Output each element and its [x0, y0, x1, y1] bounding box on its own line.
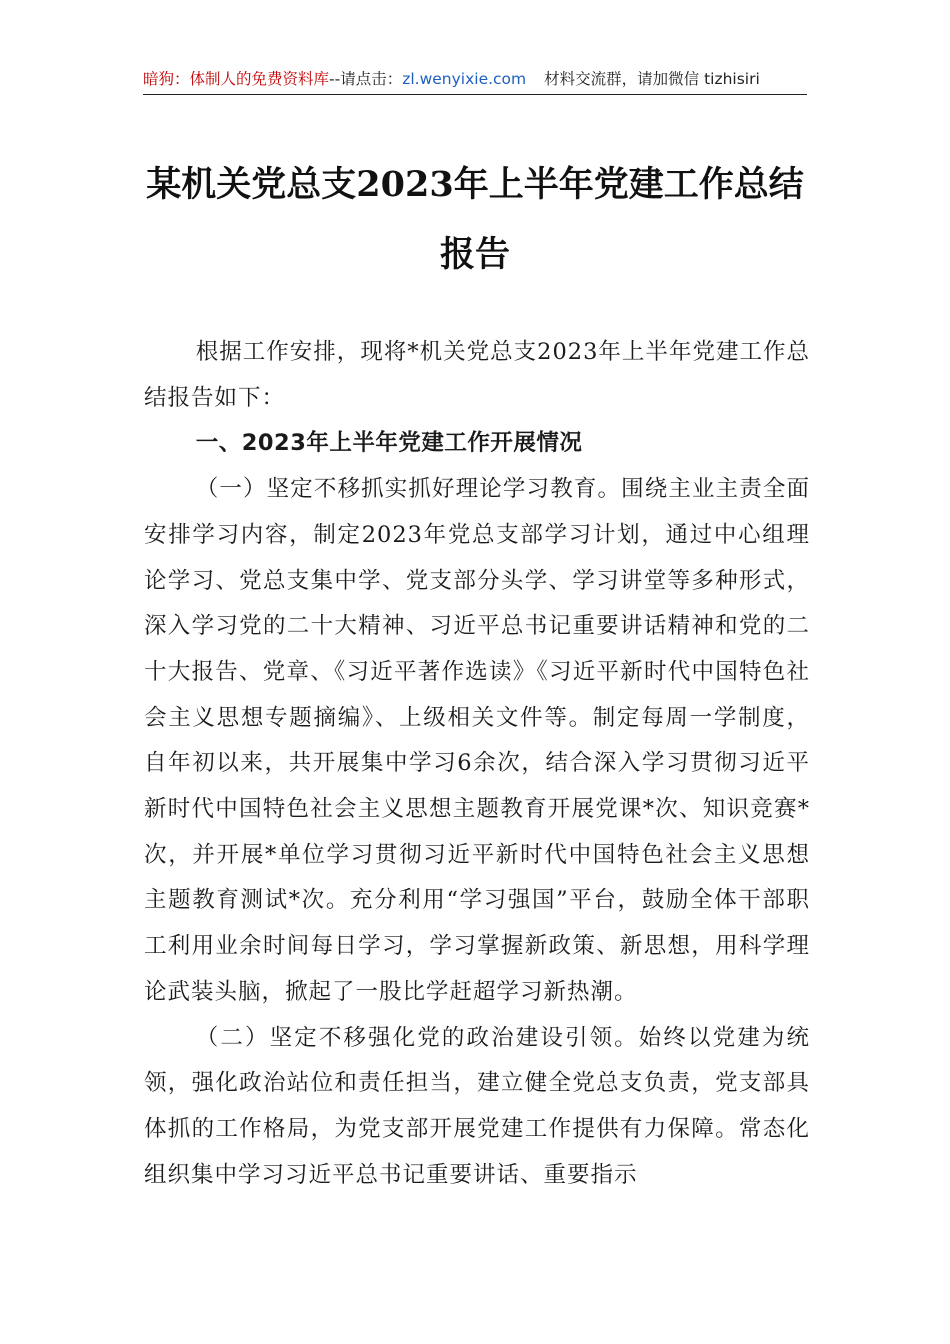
paragraph-2: （二）坚定不移强化党的政治建设引领。始终以党建为统领，强化政治站位和责任担当，建立健全党总支负责，党支部具体抓的工作格局，为党支部开展党建工作提供有力保障。常态化组织集中学习习近平总书记重要讲话、重要指示: [144, 1024, 810, 1188]
header-site-link[interactable]: zl.wenyixie.com: [402, 70, 527, 88]
document-title-line-1: 某机关党总支2023年上半年党建工作总结: [146, 164, 804, 205]
paragraph-1: （一）坚定不移抓实抓好理论学习教育。围绕主业主责全面安排学习内容，制定2023年党总支部学习计划，通过中心组理论学习、党总支集中学、党支部分头学、学习讲堂等多种形式，深入学习党的二十大精神、习近平总书记重要讲话精神和党的二十大报告、党章、《习近平著作选读》《习近平新时代中国特色社会主义思想专题摘编》、上级相关文件等。制定每周一学制度，自年初以来，共开展集中学习6余次，结合深入学习贯彻习近平新时代中国特色社会主义思想主题教育开展党课*次、知识竞赛*次，并开展*单位学习贯彻习近平新时代中国特色社会主义思想主题教育测试*次。充分利用“学习强国”平台，鼓励全体干部职工利用业余时间每日学习，学习掌握新政策、新思想，用科学理论武装头脑，掀起了一股比学赶超学习新热潮。: [144, 476, 810, 1005]
header-group-note: 材料交流群，请加微信 tizhisiri: [544, 70, 760, 88]
document-title-line-2: 报告: [439, 234, 510, 275]
page-header: [143, 66, 807, 95]
document-body: [144, 330, 810, 1198]
section-heading-1: 一、2023年上半年党建工作开展情况: [195, 430, 583, 457]
header-click-prompt: --请点击：: [329, 70, 403, 88]
intro-paragraph: 根据工作安排，现将*机关党总支2023年上半年党建工作总结报告如下：: [144, 339, 810, 411]
header-brand: 暗狗：体制人的免费资料库: [143, 70, 330, 88]
